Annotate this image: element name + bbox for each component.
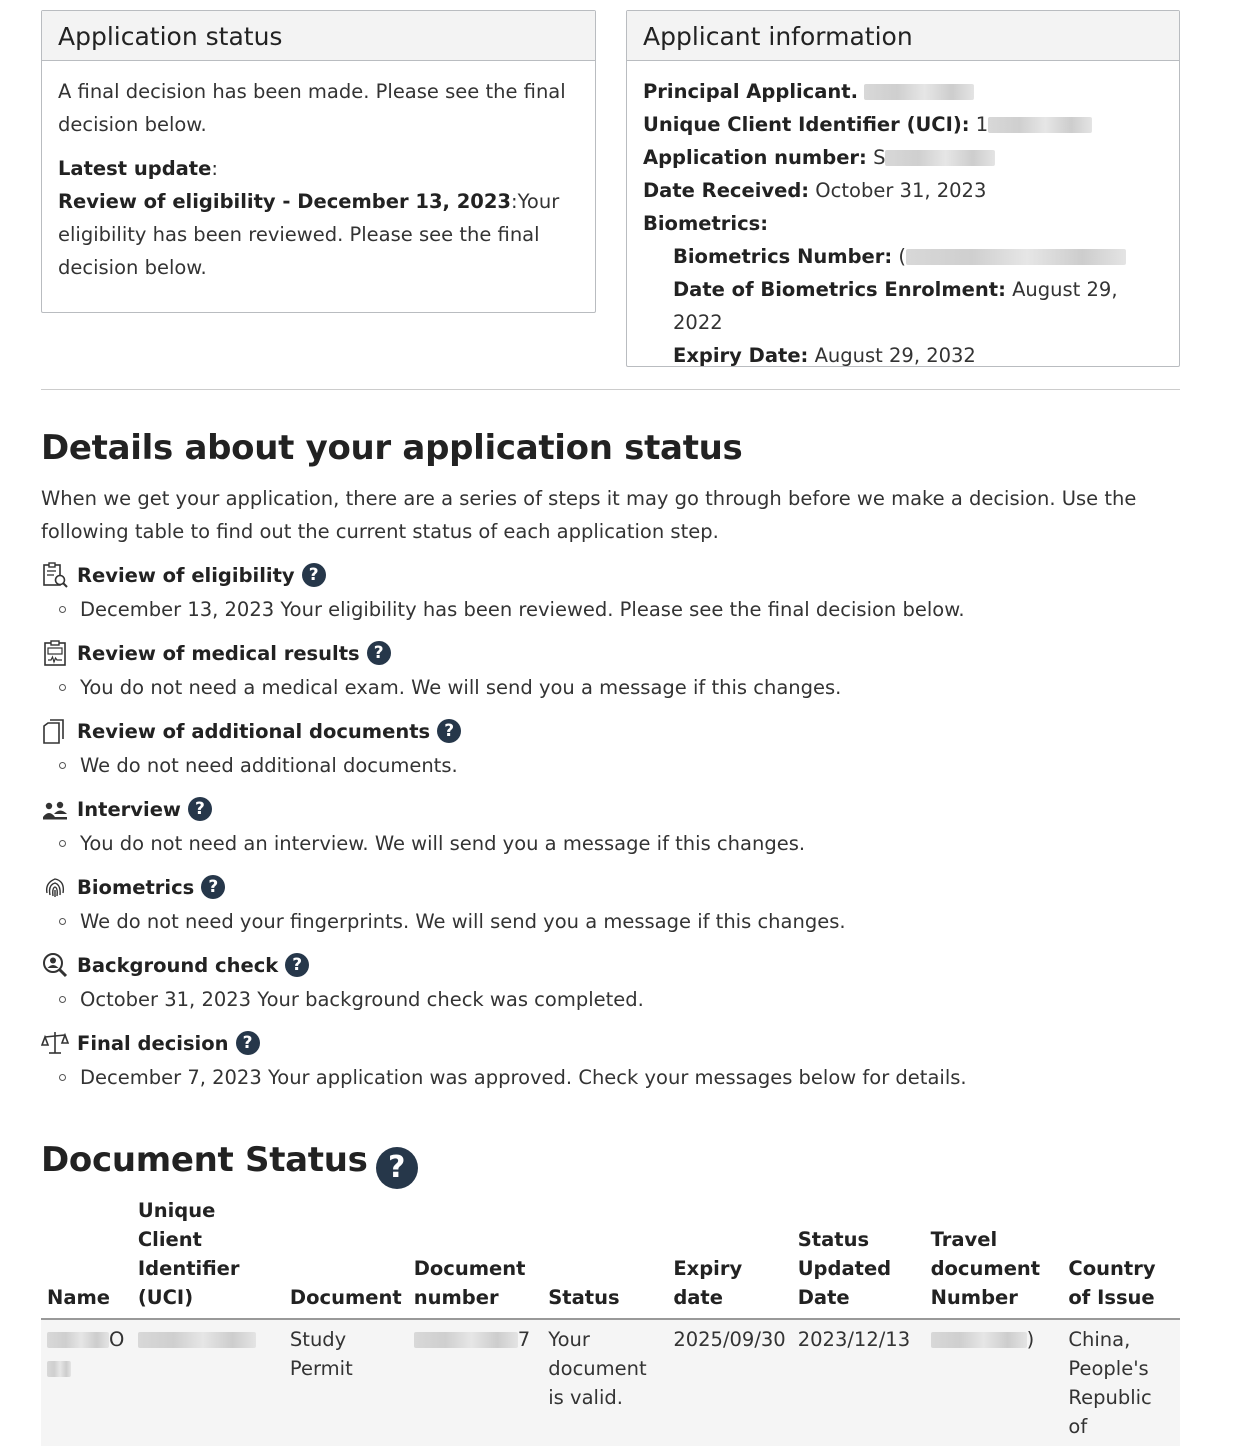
cell-name: O bbox=[41, 1319, 132, 1446]
cell-document-number: 7 bbox=[408, 1319, 543, 1446]
biometrics-expiry-row: Expiry Date: August 29, 2032 bbox=[673, 344, 976, 367]
column-header[interactable]: Country of Issue bbox=[1062, 1196, 1180, 1319]
step-detail: December 7, 2023 Your application was approved. Check your messages below for details. bbox=[80, 1065, 967, 1089]
redacted-application-number bbox=[885, 150, 995, 166]
cell-country: China, People's Republic of bbox=[1062, 1319, 1180, 1446]
step-detail: We do not need additional documents. bbox=[80, 753, 458, 777]
applicant-info-panel bbox=[626, 10, 1180, 367]
step-interview bbox=[41, 792, 1191, 870]
step-detail: We do not need your fingerprints. We will send you a message if this changes. bbox=[80, 909, 846, 933]
column-header[interactable]: Unique Client Identifier (UCI) bbox=[132, 1196, 284, 1319]
biometrics-enrolment-row: Date of Biometrics Enrolment: August 29, 2022 bbox=[673, 278, 1118, 334]
date-received-row: Date Received: October 31, 2023 bbox=[643, 179, 987, 202]
status-steps bbox=[41, 558, 1191, 1104]
redacted-biometrics-number bbox=[906, 249, 1126, 265]
latest-update-step: Review of eligibility - December 13, 2023 bbox=[58, 190, 511, 213]
step-additional-documents bbox=[41, 714, 1191, 792]
latest-update: Review of eligibility - December 13, 2023:Your eligibility has been reviewed. Please see the final decision below. bbox=[58, 190, 560, 279]
help-icon[interactable]: ? bbox=[188, 797, 212, 821]
step-title: Review of medical results bbox=[77, 641, 360, 665]
redacted-name bbox=[47, 1361, 71, 1377]
step-detail: December 13, 2023 Your eligibility has been reviewed. Please see the final decision below. bbox=[80, 597, 965, 621]
uci-row: Unique Client Identifier (UCI): 1 bbox=[643, 108, 1163, 141]
bullet-icon bbox=[59, 762, 66, 769]
column-header[interactable]: Status bbox=[542, 1196, 667, 1319]
step-biometrics bbox=[41, 870, 1191, 948]
step-title: Review of additional documents bbox=[77, 719, 431, 743]
biometrics-number-row: Biometrics Number: ( bbox=[643, 240, 1163, 273]
step-title: Biometrics bbox=[77, 875, 195, 899]
scales-icon bbox=[41, 1029, 69, 1057]
redacted-uci bbox=[988, 117, 1092, 133]
column-header[interactable]: Travel document Number bbox=[925, 1196, 1063, 1319]
step-detail: You do not need an interview. We will send you a message if this changes. bbox=[80, 831, 806, 855]
bullet-icon bbox=[59, 1074, 66, 1081]
help-icon[interactable]: ? bbox=[302, 563, 326, 587]
help-icon[interactable]: ? bbox=[367, 641, 391, 665]
document-status-heading: Document Status ? bbox=[41, 1140, 418, 1189]
section-divider bbox=[41, 389, 1180, 390]
column-header[interactable]: Expiry date bbox=[667, 1196, 791, 1319]
column-header[interactable]: Document number bbox=[408, 1196, 543, 1319]
step-review-eligibility bbox=[41, 558, 1191, 636]
latest-update-text: Your eligibility has been reviewed. Please see the final decision below. bbox=[58, 190, 560, 279]
status-message: A final decision has been made. Please see the final decision below. bbox=[58, 80, 566, 136]
application-status-panel bbox=[41, 10, 596, 313]
cell-status: Your document is valid. bbox=[542, 1319, 667, 1446]
redacted-name bbox=[864, 84, 974, 100]
application-number-row: Application number: S bbox=[643, 141, 1163, 174]
redacted-name bbox=[47, 1332, 109, 1348]
applicant-info-title: Applicant information bbox=[627, 11, 1179, 61]
cell-travel-document: ) bbox=[925, 1319, 1063, 1446]
latest-update-label: Latest update: bbox=[58, 157, 218, 180]
redacted-uci bbox=[138, 1332, 256, 1348]
step-title: Final decision bbox=[77, 1031, 229, 1055]
clipboard-search-icon bbox=[41, 561, 69, 589]
step-title: Review of eligibility bbox=[77, 563, 295, 587]
documents-icon bbox=[41, 717, 69, 745]
bullet-icon bbox=[59, 918, 66, 925]
help-icon[interactable]: ? bbox=[437, 719, 461, 743]
table-row bbox=[41, 1319, 1180, 1446]
application-status-title: Application status bbox=[42, 11, 595, 61]
step-final-decision bbox=[41, 1026, 1191, 1104]
help-icon[interactable]: ? bbox=[285, 953, 309, 977]
help-icon[interactable]: ? bbox=[376, 1147, 418, 1189]
column-header[interactable]: Status Updated Date bbox=[792, 1196, 925, 1319]
cell-updated: 2023/12/13 bbox=[792, 1319, 925, 1446]
details-heading: Details about your application status bbox=[41, 428, 743, 468]
table-header-row bbox=[41, 1196, 1180, 1319]
cell-document: Study Permit bbox=[284, 1319, 408, 1446]
step-title: Background check bbox=[77, 953, 279, 977]
column-header[interactable]: Name bbox=[41, 1196, 132, 1319]
step-review-medical bbox=[41, 636, 1191, 714]
people-icon bbox=[41, 795, 69, 823]
details-intro: When we get your application, there are a series of steps it may go through before we make a decision. Use the following table to find out the current status of each application step. bbox=[41, 487, 1137, 543]
cell-expiry: 2025/09/30 bbox=[667, 1319, 791, 1446]
column-header[interactable]: Document bbox=[284, 1196, 408, 1319]
medical-clipboard-icon bbox=[41, 639, 69, 667]
step-background-check bbox=[41, 948, 1191, 1026]
cell-uci bbox=[132, 1319, 284, 1446]
step-title: Interview bbox=[77, 797, 181, 821]
principal-applicant: Principal Applicant. bbox=[643, 75, 1163, 108]
bullet-icon bbox=[59, 606, 66, 613]
redacted-document-number bbox=[414, 1332, 518, 1348]
redacted-travel-document bbox=[931, 1332, 1027, 1348]
bullet-icon bbox=[59, 996, 66, 1003]
fingerprint-icon bbox=[41, 873, 69, 901]
search-person-icon bbox=[41, 951, 69, 979]
bullet-icon bbox=[59, 840, 66, 847]
step-detail: October 31, 2023 Your background check was completed. bbox=[80, 987, 644, 1011]
document-status-table bbox=[41, 1196, 1180, 1446]
biometrics-heading: Biometrics: bbox=[643, 212, 769, 235]
step-detail: You do not need a medical exam. We will send you a message if this changes. bbox=[80, 675, 842, 699]
help-icon[interactable]: ? bbox=[201, 875, 225, 899]
help-icon[interactable]: ? bbox=[236, 1031, 260, 1055]
bullet-icon bbox=[59, 684, 66, 691]
